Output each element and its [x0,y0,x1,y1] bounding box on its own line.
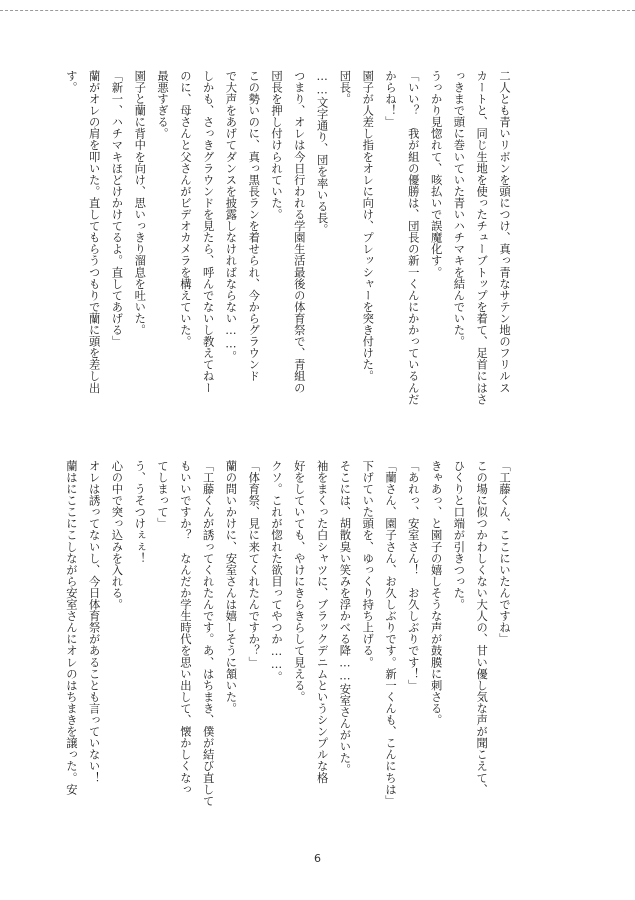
text-line: 「いい？ 我が組の優勝は、団長の新一くんにかかっているんだ [406,70,420,405]
text-line: 「新一、ハチマキほどけかけてるよ。直してあげる」 [110,70,124,348]
text-line: きゃあっ、と園子の嬉しそうな声が鼓膜に刺さる。 [429,460,443,726]
text-line: カートと、同じ生地を使ったチューブトップを着て、足首にはさ [475,70,489,405]
text-line: この勢いのに、真っ黒長ランを着せられ、今からグラウンド [247,70,261,382]
text-line: っきまで頭に巻いていた青いハチマキを結んでいた。 [452,70,466,348]
text-line: で大声をあげてダンスを披露しなければならない……。 [224,70,238,363]
text-line: 下げていた頭を、ゆっくり持ち上げる。 [361,460,375,668]
text-line: つまり、オレは今日行われる学園生活最後の体育祭で、青組の [292,70,306,394]
text-line: しかも、さっきグラウンドを見たら、呼んでないし教えてねー [201,70,215,394]
text-line: のに、母さんと父さんがビデオカメラを構えていた。 [178,70,192,348]
text-line: 蘭がオレの肩を叩いた。直してもらうつもりで蘭に頭を差し出 [87,70,101,394]
text-line: 蘭はにここにこしながら安室さんにオレのはちまきを譲った。安 [64,460,78,795]
text-line: 「蘭さん、園子さん、お久しぶりです。新一くんも、こんにちは」 [384,460,398,807]
text-line: うっかり見惚れて、咳払いで誤魔化す。 [429,70,443,278]
page-number: 6 [314,852,321,865]
text-line: 袖をまくった白シャツに、ブラックデニムというシンプルな格 [315,460,329,784]
text-line: す。 [64,70,78,94]
text-line: 「工藤くん、ここにいたんですね」 [498,460,511,645]
text-line: もいいですか？ なんだか学生時代を思い出して、懐かしくなっ [178,460,192,795]
text-line: てしまって」 [156,460,170,530]
text-line: 好をしていても、やけにきらきらして見える。 [292,460,306,703]
text-line: 「工藤くんが誘ってくれたんです。あ、はちまき、僕が結び直して [201,460,215,807]
text-line: ひくりと口端が引きつった。 [452,460,466,611]
lower-text-block [59,460,515,807]
text-line: 「あれっ、安室さん！ お久しぶりです！」 [406,460,420,691]
text-line: 園子が人差し指をオレに向け、プレッシャーを突き付けた。 [361,70,375,382]
text-line: 蘭の問いかけに、安室さんは嬉しそうに頷いた。 [224,460,238,715]
upper-text-block [59,70,515,430]
text-line: 最悪すぎる。 [156,70,170,140]
text-line: 二人とも青いリボンを頭につけ、真っ青なサテン地のフリルス [498,70,511,394]
perforation-line [0,10,635,11]
text-line: からね！」 [384,70,398,128]
text-line: 「体育祭、見に来てくれたんですか？」 [247,460,261,668]
text-line: 団長を押し付けられていた。 [270,70,284,221]
text-line: ……文字通り、団を率いる長。 [315,70,329,236]
text-line: オレは誘ってないし、今日体育祭があることも言っていない！ [87,460,101,784]
text-line: そこには、胡散臭い笑みを浮かべる降……安室さんがいた。 [338,460,352,776]
text-line: 心の中で突っ込みを入れる。 [110,460,124,611]
text-line: クソ。これが惚れた欲目ってやつか……。 [270,460,284,683]
text-line: この場に似つかわしくない大人の、甘い優し気な声が聞こえて、 [475,460,489,795]
text-line: う、うそつけぇぇ！ [133,460,147,564]
text-line: 団長。 [338,70,352,105]
text-line: 園子と蘭に背中を向け、思いっきり溜息を吐いた。 [133,70,147,336]
